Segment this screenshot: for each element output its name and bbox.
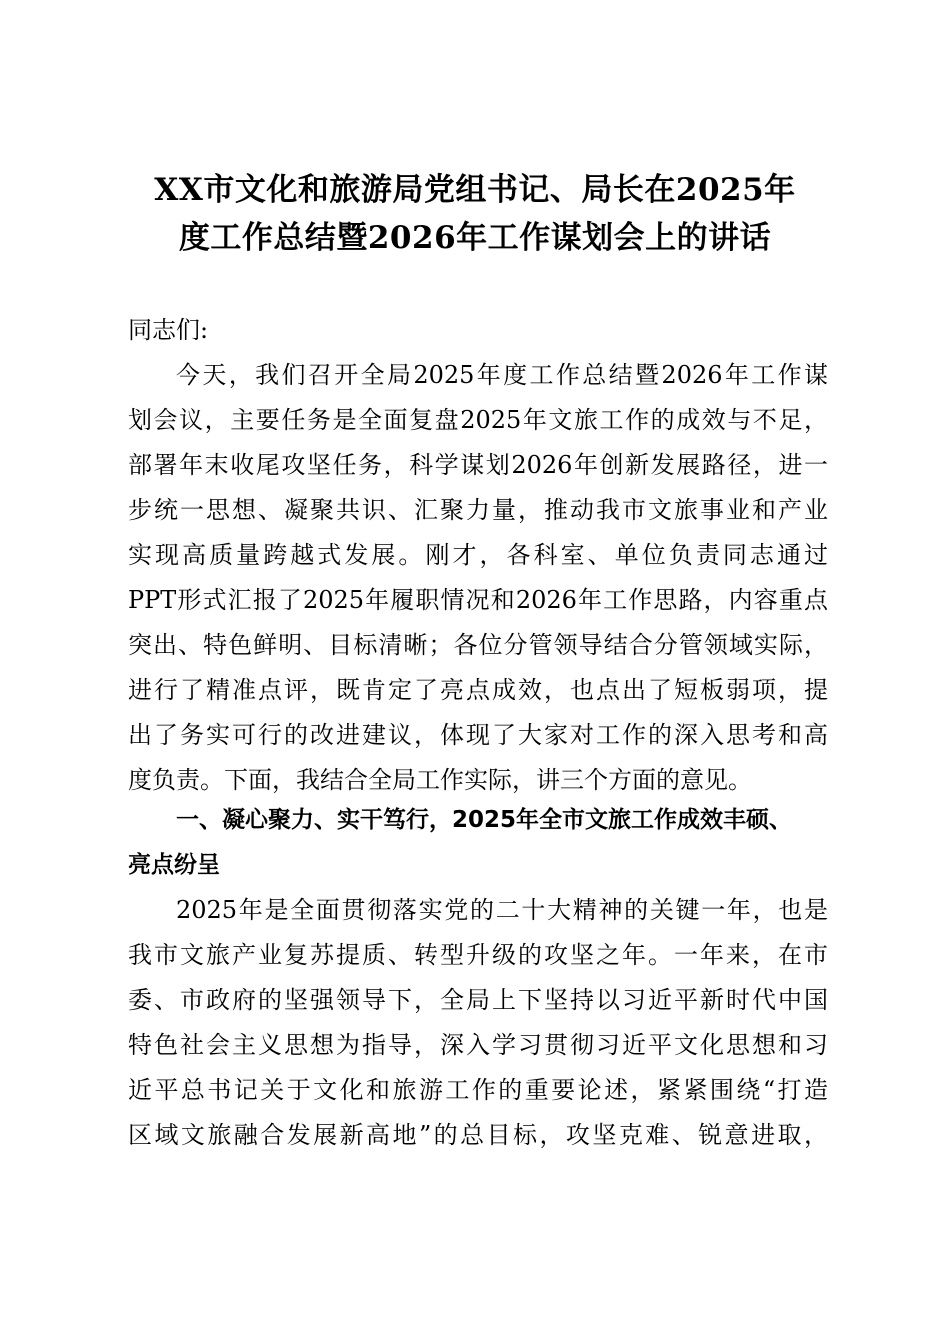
paragraph-line: 部署年末收尾攻坚任务，科学谋划2026年创新发展路径，进一 <box>128 451 828 479</box>
paragraph-line: 近平总书记关于文化和旅游工作的重要论述，紧紧围绕“打造 <box>128 1076 828 1104</box>
paragraph-line: 进行了精准点评，既肯定了亮点成效，也点出了短板弱项，提 <box>128 676 828 704</box>
paragraph-line: 今天，我们召开全局2025年度工作总结暨2026年工作谋 <box>176 361 828 389</box>
paragraph-line: 我市文旅产业复苏提质、转型升级的攻坚之年。一年来，在市 <box>128 941 828 969</box>
paragraph-line: 出了务实可行的改进建议，体现了大家对工作的深入思考和高 <box>128 721 828 749</box>
heading-line: 一、凝心聚力、实干笃行，2025年全市文旅工作成效丰硕、 <box>176 807 793 833</box>
greeting: 同志们: <box>128 316 209 344</box>
paragraph-line: PPT形式汇报了2025年履职情况和2026年工作思路，内容重点 <box>128 586 828 614</box>
title-line: 度工作总结暨2026年工作谋划会上的讲话 <box>178 220 772 256</box>
paragraph-line: 度负责。下面，我结合全局工作实际，讲三个方面的意见。 <box>128 766 752 794</box>
paragraph-section-1 <box>128 888 828 1158</box>
paragraph-line: 步统一思想、凝聚共识、汇聚力量，推动我市文旅事业和产业 <box>128 496 828 524</box>
section-heading-1 <box>128 798 838 888</box>
paragraph-line: 区域文旅融合发展新高地”的总目标，攻坚克难、锐意进取， <box>128 1121 828 1149</box>
paragraph-line: 2025年是全面贯彻落实党的二十大精神的关键一年，也是 <box>176 896 828 924</box>
paragraph-line: 特色社会主义思想为指导，深入学习贯彻习近平文化思想和习 <box>128 1031 828 1059</box>
title-line: XX市文化和旅游局党组书记、局长在2025年 <box>154 172 796 208</box>
document-title <box>110 166 840 262</box>
paragraph-line: 突出、特色鲜明、目标清晰；各位分管领导结合分管领域实际， <box>128 631 828 659</box>
paragraph-line: 划会议，主要任务是全面复盘2025年文旅工作的成效与不足， <box>128 406 828 434</box>
heading-line: 亮点纷呈 <box>128 852 220 878</box>
paragraph-intro <box>128 353 828 803</box>
paragraph-line: 实现高质量跨越式发展。刚才，各科室、单位负责同志通过 <box>128 541 828 569</box>
paragraph-line: 委、市政府的坚强领导下，全局上下坚持以习近平新时代中国 <box>128 986 828 1014</box>
